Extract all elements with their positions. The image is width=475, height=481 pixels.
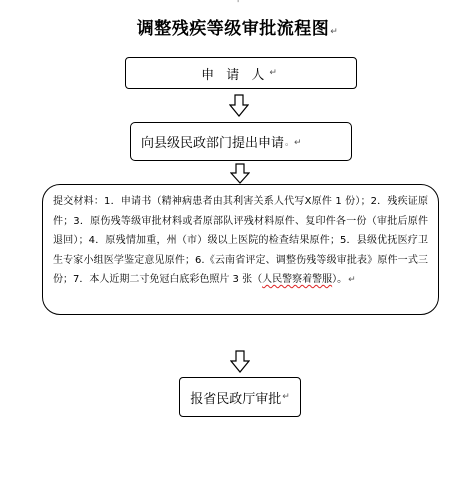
step-province-label: 报省民政厅审批 — [190, 391, 282, 407]
title-text: 调整残疾等级审批流程图 — [136, 19, 330, 39]
paragraph-mark: ↵ — [330, 27, 339, 37]
step-county-label: 向县级民政部门提出申请 — [141, 136, 285, 151]
materials-text-end: ）。 — [332, 274, 348, 285]
down-arrow-icon — [229, 94, 249, 118]
paragraph-mark: ↵ — [348, 275, 356, 285]
step-province-box — [179, 377, 301, 417]
step-county-box — [130, 122, 352, 161]
step-applicant-label: 申 请 人 — [201, 67, 269, 83]
step-materials-box — [42, 184, 439, 315]
down-arrow-icon — [230, 350, 250, 374]
down-arrow-icon — [230, 163, 250, 185]
page-title — [0, 14, 475, 39]
materials-text: 提交材料：1．申请书（精神病患者由其利害关系人代写Ⅹ原件 1 份）；2．残疾证原件；3．原伤残等级审批材料或者原部队评残材料原件、复印件各一份（审批后原件退回）；4．原残情加重，州（市）级以上医院的检查结果原件；5．县级优抚医疗卫生专家小组医学鉴定意见原件；6.《云南省评定、调整伤残等级审批表》原件一式三份；7．本人近期二寸免冠白底彩色照片 3 张（ — [53, 196, 428, 285]
paragraph-mark: ↵ — [282, 392, 290, 402]
step-applicant-box — [125, 57, 357, 89]
paragraph-mark: ↵ — [269, 68, 281, 78]
page-marker: ' — [237, 0, 240, 8]
paragraph-mark: 。↵ — [285, 138, 302, 148]
materials-underlined-text: 人民警察着警服 — [262, 274, 333, 285]
